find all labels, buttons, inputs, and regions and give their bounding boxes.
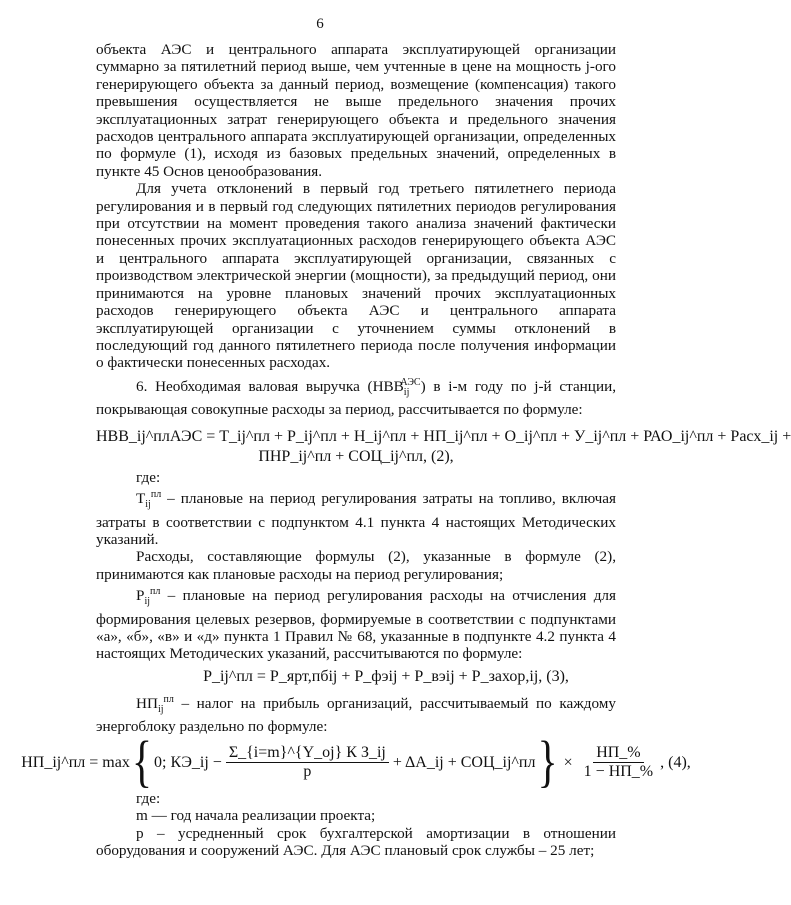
formula-4-lhs: НП_ij^пл = max <box>21 754 130 772</box>
tax-numerator: НП_% <box>593 744 643 763</box>
page-number: 6 <box>316 16 324 32</box>
where-label-2: где: <box>136 789 161 807</box>
symbol-NP: НП <box>136 694 158 712</box>
paragraph-planned-expenses: Расходы, составляющие формулы (2), указанные в формуле (2), принимаются как плановые расходы на период регулирования; <box>96 548 616 583</box>
document-body <box>21 41 791 859</box>
paragraph-profit-tax: $НП_{ij}^{пл}$ – налог на прибыль организаций, рассчитываемый по каждому энергоблоку раздельно по формуле: <box>96 693 616 736</box>
sum-numerator: Σ_{i=m}^{Y_oj} К З_ij <box>226 744 389 763</box>
left-brace-icon: { <box>131 731 153 794</box>
definition-p: p – усредненный срок бухгалтерской амортизации в отношении оборудования и сооружений АЭС. Для АЭС плановый срок службы – 25 лет; <box>96 824 616 859</box>
formula-4-tail: , (4), <box>660 754 691 772</box>
times-sign: × <box>563 754 573 772</box>
formula-4-inner-b: + ΔА_ij + СОЦ_ij^пл <box>392 754 536 772</box>
symbol-T: Т <box>136 490 146 508</box>
formula-4-sum-fraction <box>226 744 389 781</box>
formula-4 <box>21 731 691 794</box>
symbol-P: Р <box>136 587 145 605</box>
paragraph-item-6: 6. Необходимая валовая выручка $(НВВ_{ij}^{АЭС})$ в i-м году по j-й станции, покрывающая совокупные расходы за период, рассчитывается по формуле: <box>96 376 616 419</box>
definition-m: m — год начала реализации проекта; <box>136 807 376 825</box>
formula-4-tax-fraction <box>581 744 656 781</box>
paragraph-reserves: $Р_{ij}^{пл}$ – плановые на период регулирования расходы на отчисления для формирования целевых резервов, формируемые в соответствии с подпунктами «а», «б», «в» и «д» пункта 1 Правил № 68, указанные в подпункте 4.2 пункта 4 настоящих Методических указаний, рассчитываются по формуле: <box>96 586 616 663</box>
paragraph-fuel-costs: $Т_{ij}^{пл}$ – плановые на период регулирования затраты на топливо, включая затраты в соответствии с подпунктом 4.1 пункта 4 настоящих Методических указаний. <box>96 489 616 548</box>
nvv-sup-aes: АЭС <box>400 376 421 388</box>
nvv-sub-ij: ij <box>403 386 410 398</box>
formula-4-inner-a: 0; КЭ_ij − <box>154 754 222 772</box>
formula-3: Р_ij^пл = Р_ярт,пбij + Р_фэij + Р_вэij + Р_захор,ij, (3), <box>203 667 569 685</box>
formula-2 <box>96 427 791 467</box>
sum-denominator: p <box>303 763 312 781</box>
formula-2-line-1: НВВ_ij^плАЭС = Т_ij^пл + Р_ij^пл + Н_ij^пл + НП_ij^пл + О_ij^пл + У_ij^пл + РАО_ij^пл + Расх_ij + <box>96 427 791 445</box>
where-label-1: где: <box>136 468 161 486</box>
paragraph-deviation-accounting: Для учета отклонений в первый год третьего пятилетнего периода регулирования и в первый год следующих пятилетних периодов регулирования при отсутствии на момент проведения такого анализа значений фактически понесенных прочих эксплуатационных расходов генерирующего объекта АЭС и центрального аппарата эксплуатирующей организации, связанных с производством электрической энергии (мощности), за предыдущий период, они принимаются на уровне плановых значений прочих эксплуатационных расходов генерирующего объекта АЭС и центрального аппарата эксплуатирующей организации с уточнением суммы отклонений в последующий год данного пятилетнего периода после получения информации о фактически понесенных расходах. <box>96 180 616 372</box>
paragraph-continuation: объекта АЭС и центрального аппарата эксплуатирующей организации суммарно за пятилетний период выше, чем учтенные в цене на мощность j-ого генерирующего объекта за данный период, возмещение (компенсация) такого превышения осуществляется не выше предельного значения прочих эксплуатационных затрат генерирующего объекта и предельного значения расходов центрального аппарата эксплуатирующей организации, определенных по формуле (1), исходя из базовых предельных значений, определенных в пункте 45 Основ ценообразования. <box>96 41 616 180</box>
tax-denominator: 1 − НП_% <box>583 763 654 781</box>
right-brace-icon: } <box>537 731 558 794</box>
formula-2-line-2: ПНР_ij^пл + СОЦ_ij^пл, (2), <box>258 447 454 465</box>
